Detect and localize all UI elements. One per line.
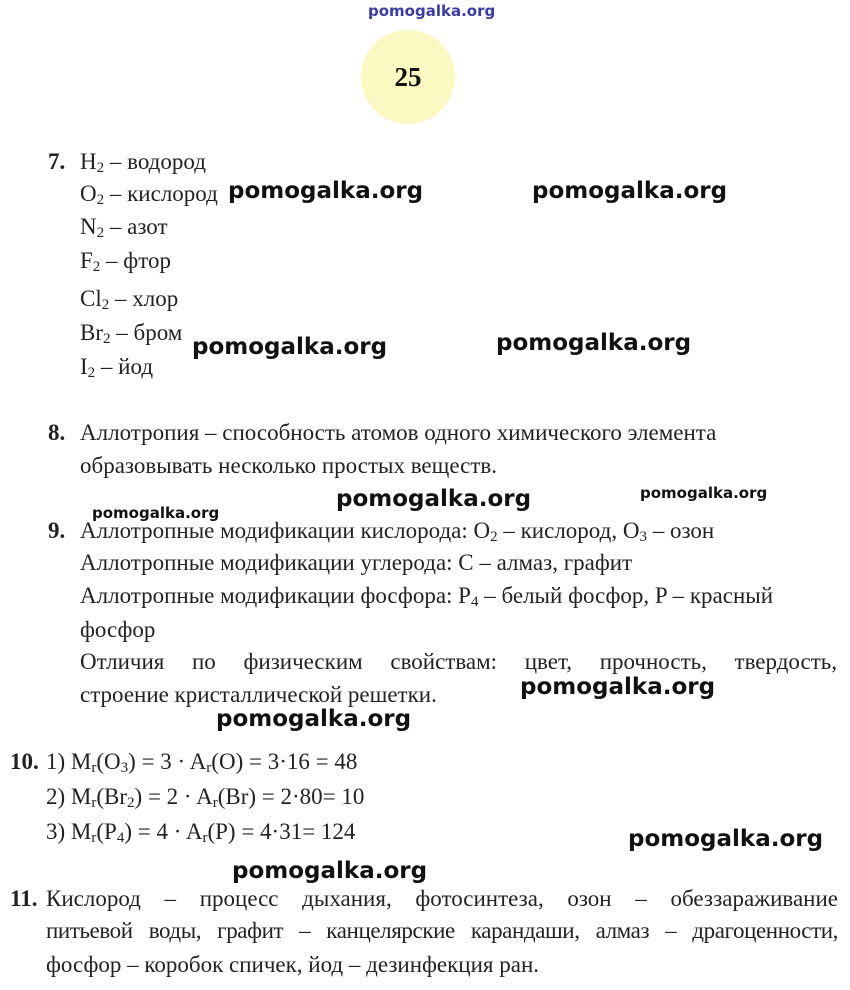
q9-line-4: фосфор	[80, 617, 156, 642]
watermark: pomogalka.org	[92, 504, 220, 522]
q9-line-2: Аллотропные модификации углерода: C – алмаз, графит	[80, 550, 633, 575]
watermark: pomogalka.org	[336, 486, 532, 512]
q7-line-br2: $Br_2$ – бром	[80, 320, 183, 347]
q11-line-3: фосфор – коробок спичек, йод – дезинфекция ран.	[46, 952, 540, 977]
q7-number: 7.	[48, 149, 66, 174]
watermark: pomogalka.org	[216, 706, 412, 732]
q7-line-i2: $I_2$ – йод	[80, 354, 154, 381]
watermark: pomogalka.org	[628, 826, 824, 852]
watermark: pomogalka.org	[232, 858, 428, 884]
q11-line-1: Кислород – процесс дыхания, фотосинтеза, озон – обеззараживание	[46, 886, 838, 911]
watermark: pomogalka.org	[640, 484, 768, 502]
q10-number: 10.	[10, 749, 39, 774]
q8-line-1: Аллотропия – способность атомов одного химического элемента	[80, 420, 717, 445]
q11-line-2: питьевой воды, графит – канцелярские карандаши, алмаз – драгоценности,	[46, 918, 838, 943]
q9-number: 9.	[48, 518, 66, 543]
q7-line-o2: $O_2$ – кислород	[80, 181, 218, 208]
q10-line-1: 1) $M_r(O_3) = 3 \cdot A_r(O) = 3\cdot 16 = 48$	[46, 749, 358, 776]
q8-line-2: образовывать несколько простых веществ.	[80, 453, 497, 478]
watermark: pomogalka.org	[496, 330, 692, 356]
watermark: pomogalka.org	[192, 334, 388, 360]
page-number: 25	[394, 61, 422, 92]
q10-line-3: 3) $M_r(P_4) = 4 \cdot A_r(P) = 4\cdot 31= 124$	[46, 819, 356, 846]
q7-line-cl2: $Cl_2$ – хлор	[80, 286, 179, 313]
q7-line-n2: $N_2$ – азот	[80, 214, 168, 241]
q7-line-f2: $F_2$ – фтор	[80, 248, 171, 275]
watermark: pomogalka.org	[228, 178, 424, 204]
q10-line-2: 2) $M_r(Br_2) = 2 \cdot A_r(Br) = 2\cdot 80= 10$	[46, 784, 365, 811]
q9-line-3: Аллотропные модификации фосфора: $P_4$ – белый фосфор, P – красный	[80, 583, 774, 610]
q7-line-h2: $H_2$ – водород	[80, 149, 206, 176]
watermark: pomogalka.org	[520, 674, 716, 700]
q8-number: 8.	[48, 420, 66, 445]
site-mark: pomogalka.org	[368, 2, 496, 20]
page-number-badge	[361, 30, 455, 124]
q11-number: 11.	[10, 886, 38, 911]
q9-line-1: Аллотропные модификации кислорода: $O_2$ – кислород, $O_3$ – озон	[80, 518, 715, 545]
q9-line-6: строение кристаллической решетки.	[80, 682, 437, 707]
q9-line-5: Отличия по физическим свойствам: цвет, прочность, твердость,	[80, 649, 837, 674]
watermark: pomogalka.org	[532, 178, 728, 204]
